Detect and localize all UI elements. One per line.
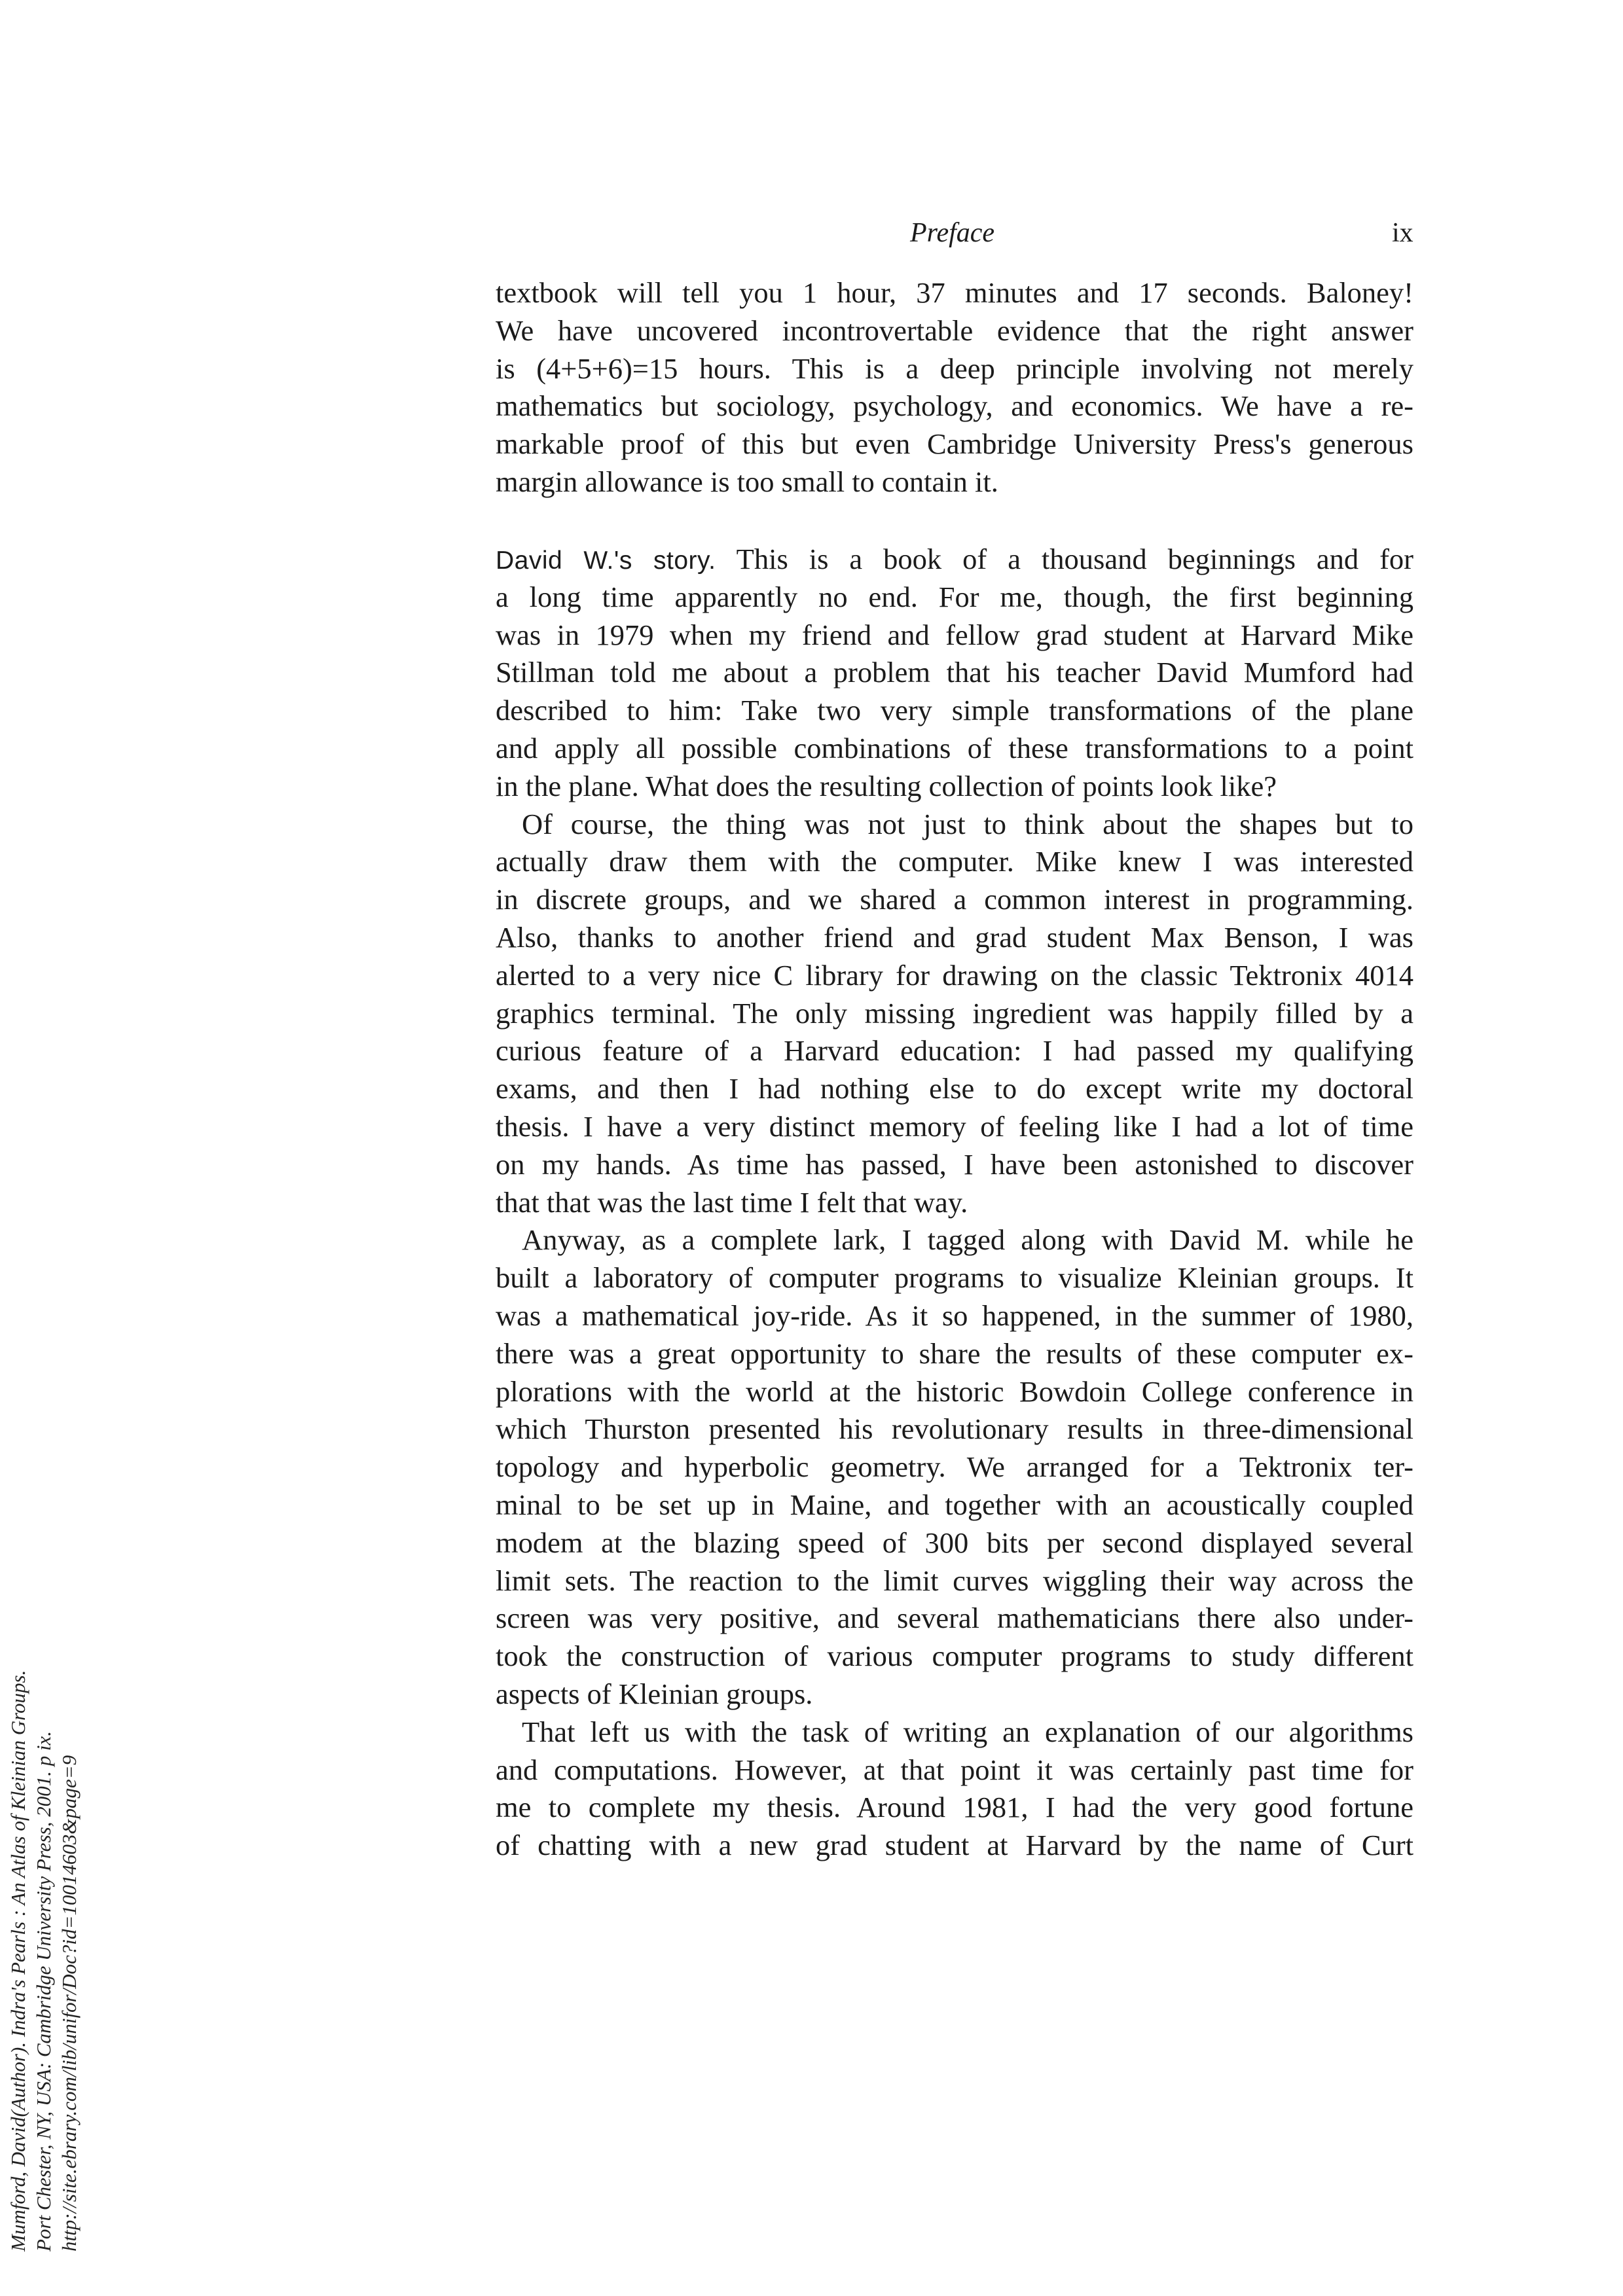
page-number: ix xyxy=(1392,218,1413,248)
text-line: was a mathematical joy-ride. As it so happened, in the summer of 1980, xyxy=(496,1299,1413,1332)
text-line: Stillman told me about a problem that his teacher David Mumford had xyxy=(496,656,1413,689)
text-line: plorations with the world at the historic Bowdoin College conference in xyxy=(496,1374,1413,1408)
paragraph-continued xyxy=(496,274,1413,501)
text-line: described to him: Take two very simple transformations of the plane xyxy=(496,694,1413,727)
text-line: took the construction of various computer programs to study different xyxy=(496,1640,1413,1673)
text-line: there was a great opportunity to share the results of these computer ex- xyxy=(496,1336,1413,1370)
text-line: screen was very positive, and several mathematicians there also under- xyxy=(496,1602,1413,1635)
text-line: of chatting with a new grad student at Harvard by the name of Curt xyxy=(496,1829,1413,1862)
text-line: was in 1979 when my friend and fellow grad student at Harvard Mike xyxy=(496,618,1413,651)
text-line: me to complete my thesis. Around 1981, I had the very good fortune xyxy=(496,1791,1413,1824)
citation-line: Mumford, David(Author). Indra's Pearls : An Atlas of Kleinian Groups. xyxy=(7,1670,29,2251)
text-line: alerted to a very nice C library for drawing on the classic Tektronix 4014 xyxy=(496,958,1413,992)
text-line: textbook will tell you 1 hour, 37 minutes and 17 seconds. Baloney! xyxy=(496,276,1413,309)
text-line: We have uncovered incontrovertable evidence that the right answer xyxy=(496,314,1413,347)
text-line: and computations. However, at that point it was certainly past time for xyxy=(496,1753,1413,1786)
text-line: graphics terminal. The only missing ingredient was happily filled by a xyxy=(496,996,1413,1030)
text-line: Of course, the thing was not just to think about the shapes but to xyxy=(522,807,1413,840)
text-line: mathematics but sociology, psychology, and economics. We have a re- xyxy=(496,389,1413,423)
citation-link[interactable]: http://site.ebrary.com/lib/unifor/Doc?id=10014603&page=9 xyxy=(58,1755,81,2251)
text-line: aspects of Kleinian groups. xyxy=(496,1677,813,1710)
text-line: a long time apparently no end. For me, though, the first beginning xyxy=(496,580,1413,613)
text-line: Also, thanks to another friend and grad student Max Benson, I was xyxy=(496,920,1413,954)
text-line: markable proof of this but even Cambridge University Press's generous xyxy=(496,427,1413,461)
text-line: on my hands. As time has passed, I have been astonished to discover xyxy=(496,1147,1413,1181)
text-line: in discrete groups, and we shared a common interest in programming. xyxy=(496,883,1413,916)
text-line: Anyway, as a complete lark, I tagged along with David M. while he xyxy=(522,1223,1413,1257)
text-line: minal to be set up in Maine, and together with an acoustically coupled xyxy=(496,1488,1413,1521)
text-line: exams, and then I had nothing else to do except write my doctoral xyxy=(496,1072,1413,1105)
section-title: David W.'s story. xyxy=(496,547,716,575)
section-first-line xyxy=(496,541,1413,579)
text-line: built a laboratory of computer programs to visualize Kleinian groups. It xyxy=(496,1261,1413,1295)
text-line: modem at the blazing speed of 300 bits per second displayed several xyxy=(496,1526,1413,1559)
text-line: and apply all possible combinations of these transformations to a point xyxy=(496,731,1413,764)
text-line: actually draw them with the computer. Mike knew I was interested xyxy=(496,845,1413,878)
citation-sidebar xyxy=(5,1532,82,2251)
text-line: in the plane. What does the resulting collection of points look like? xyxy=(496,769,1277,802)
text-line: thesis. I have a very distinct memory of feeling like I had a lot of time xyxy=(496,1109,1413,1143)
text-line: is (4+5+6)=15 hours. This is a deep principle involving not merely xyxy=(496,351,1413,385)
text-line: topology and hyperbolic geometry. We arranged for a Tektronix ter- xyxy=(496,1450,1413,1484)
running-header-title: Preface xyxy=(910,218,995,248)
citation-line: Port Chester, NY, USA: Cambridge University Press, 2001. p ix. xyxy=(32,1731,55,2251)
text-line: curious feature of a Harvard education: I had passed my qualifying xyxy=(496,1034,1413,1067)
text-line: that that was the last time I felt that way. xyxy=(496,1185,968,1219)
text-line: which Thurston presented his revolutionary results in three-dimensional xyxy=(496,1412,1413,1446)
text-line: margin allowance is too small to contain it. xyxy=(496,465,998,498)
text-line: That left us with the task of writing an explanation of our algorithms xyxy=(522,1715,1413,1748)
text-line: limit sets. The reaction to the limit curves wiggling their way across the xyxy=(496,1564,1413,1597)
david-w-story-section xyxy=(496,541,1413,1865)
section-first-line-text: This is a book of a thousand beginnings and for xyxy=(716,543,1413,575)
